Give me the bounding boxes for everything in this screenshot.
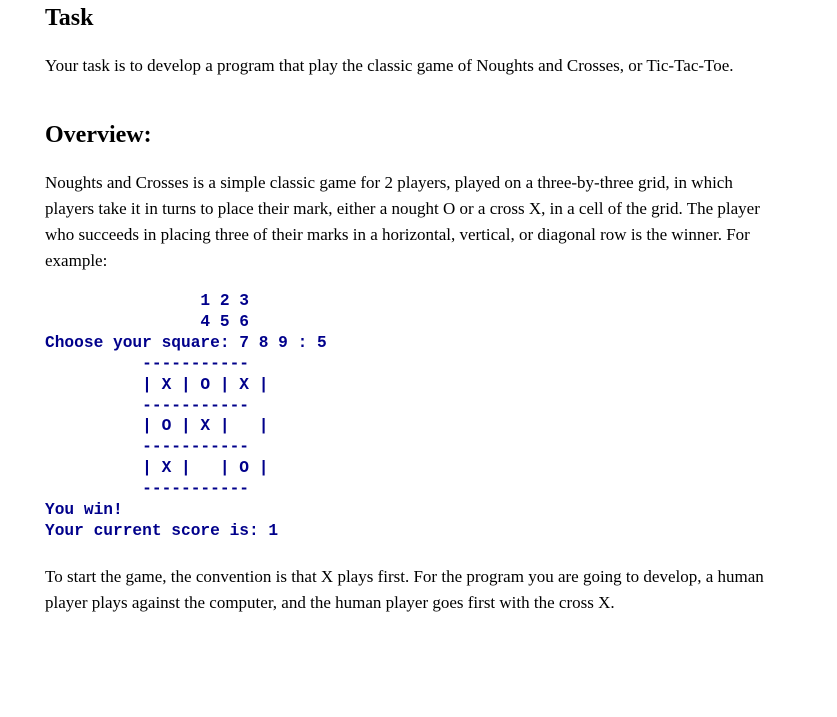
overview-paragraph: Noughts and Crosses is a simple classic game for 2 players, played on a three-by-three grid, in which players take it in turns to place their mark, either a nought O or a cross X, in a cell of the grid. The player who succeeds in placing three of their marks in a horizontal, vertical, or diagonal row is the winner. For example: [45, 173, 760, 270]
console-line-score: Your current score is: 1 [45, 521, 279, 540]
console-output [45, 291, 327, 542]
console-line-grid-row-2: 4 5 6 [45, 312, 249, 331]
task-heading: Task [45, 5, 94, 31]
console-line-board-row-3: | X | | O | [45, 459, 269, 478]
console-line-board-border: ----------- [45, 438, 249, 457]
overview-heading: Overview: [45, 122, 152, 148]
console-line-board-border: ----------- [45, 396, 249, 415]
console-line-board-row-1: | X | O | X | [45, 375, 269, 394]
console-line-board-row-2: | O | X | | [45, 417, 269, 436]
console-line-board-border: ----------- [45, 354, 249, 373]
task-paragraph: Your task is to develop a program that play the classic game of Noughts and Crosses, or Tic-Tac-Toe. [45, 56, 734, 75]
console-line-grid-row-1: 1 2 3 [45, 292, 249, 310]
console-line-win: You win! [45, 501, 123, 520]
console-line-board-border: ----------- [45, 480, 249, 499]
start-paragraph: To start the game, the convention is that X plays first. For the program you are going to develop, a human player plays against the computer, and the human player goes first with the cross X. [45, 567, 764, 612]
console-line-prompt: Choose your square: 7 8 9 : 5 [45, 333, 327, 352]
